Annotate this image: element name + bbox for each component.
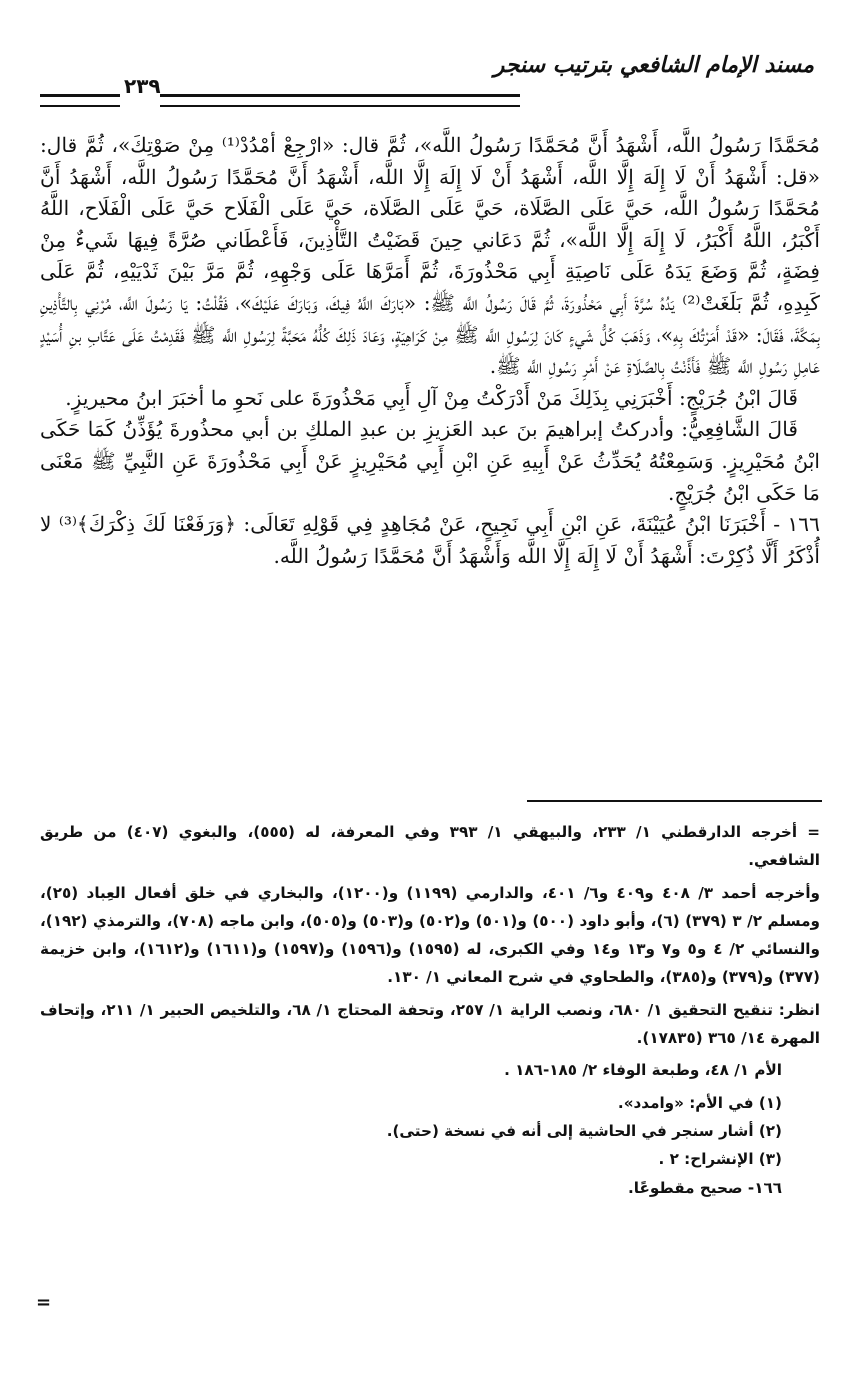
header-rule xyxy=(160,94,520,107)
running-title: مسند الإمام الشافعي بترتيب سنجر xyxy=(493,53,814,78)
footnote-2: (٢) أشار سنجر في الحاشية إلى أنه في نسخة (حتى). xyxy=(386,1121,782,1140)
note-continued: = أخرجه الدارقطني ١/ ٢٣٣، والبيهقي ١/ ٣٩٣ وفي المعرفة، له (٥٥٥)، والبغوي (٤٠٧) من طريق الشافعي. xyxy=(40,823,821,870)
footnote-divider xyxy=(527,800,822,802)
hadith-paragraph-1: مُحَمَّدًا رَسُولُ اللَّه، أَشْهَدُ أَنَّ مُحَمَّدًا رَسُولُ اللَّه»، ثُمَّ قال: «ارْجِعْ أمْدُدْ⁽¹⁾ مِنْ صَوْتِكَ»، ثُمَّ قال: «قل: أَشْهَدُ أَنْ لَا إِلَهَ إِلَّا اللَّه، أَشْهَدُ أَنْ لَا إِلَهَ إِلَّا اللَّه، أَشْهَدُ أَنَّ مُحَمَّدًا رَسُولُ اللَّه، أَشْهَدُ أَنَّ مُحَمَّدًا رَسُولُ اللَّه، حَيَّ عَلَى الصَّلَاة، حَيَّ عَلَى الصَّلَاة، حَيَّ عَلَى الْفَلَاح حَيَّ عَلَى الْفَلَاح، اللَّهُ أَكْبَرُ، اللَّهُ أَكْبَرُ، لَا إِلَهَ إِلَّا اللَّه»، ثُمَّ دَعَاني حِينَ قَضَيْتُ التَّأْذِينَ، فَأَعْطَاني صُرَّةً فِيهَا شَيءٌ مِنْ فِضَةٍ، ثُمَّ وَضَعَ يَدَهُ عَلَى نَاصِيَةِ أَبِي مَحْذُورَةَ، ثُمَّ أَمَرَّهَا عَلَى وَجْهِهِ، ثُمَّ مَرَّ بَيْنَ ثَدْيَيْهِ، ثُمَّ عَلَى كَبِدِهِ، ثُمَّ بَلَغَتْ⁽²⁾ يَدُهُ سُرَّةَ أَبِي مَحْذُورَةَ، ثُمَّ قَالَ رَسُولُ اللَّه ﷺ: «بَارَكَ اللَّهُ فِيكَ، وَبَارَكَ عَلَيْكَ»، فَقُلْتُ: يَا رَسُولَ اللَّه، مُرْنِي بِالتَّأْذِينِ بِمَكَّةَ، فَقَالَ: «قَدْ أَمَرْتُكَ بِهِ»، وَذَهَبَ كُلُّ شَيءٍ كَانَ لِرَسُولِ اللَّه ﷺ مِنْ كَرَاهِيَةٍ، وَعَادَ ذَلِكَ كُلُّهُ مَحَبَّةً لِرَسُولِ اللَّه ﷺ فَقَدِمْتُ عَلَى عَتَّابِ بنِ أُسَيْدٍ عَامِلِ رَسُولِ اللَّه ﷺ فَأَذَّنْتُ بِالصَّلَاةِ عَنْ أَمْرِ رَسُولِ اللَّه ﷺ. xyxy=(40,133,821,379)
paragraph-shafii: قَالَ الشَّافِعِيُّ: وأدركتُ إبراهيمَ بنَ عبد العَزيزِ بن عبدِ الملكِ بن أبي محذُورةَ يُؤَذِّنُ كَمَا حَكَى ابْنُ مُحَيْرِيزٍ. وَسَمِعْتُهُ يُحَدِّثُ عَنْ أَبِيهِ عَنِ ابْنِ أَبِي مُحَيْرِيزٍ عَنْ أَبِي مَحْذُورَةَ عَنِ النَّبِيِّ ﷺ مَعْنَى مَا حَكَى ابْنُ جُرَيْجٍ. xyxy=(40,417,820,505)
footnote-166: ١٦٦- صحيح مقطوعًا. xyxy=(628,1178,782,1197)
header-rule-left xyxy=(40,94,120,107)
footnote-1: (١) في الأم: «وامدد». xyxy=(617,1093,782,1112)
continuation-mark: = xyxy=(36,1292,52,1313)
page-header xyxy=(40,50,820,98)
paragraph-ibn-jurayj: قَالَ ابْنُ جُرَيْجٍ: أَخْبَرَنِي بِذَلِكَ مَنْ أَدْرَكْتُ مِنْ آلِ أَبِي مَحْذُورَةَ على نَحوِ ما أخبَرَ ابنُ محيريزٍ. xyxy=(65,385,798,410)
footnote-3: (٣) الإنشراح: ٢ . xyxy=(658,1150,782,1169)
page xyxy=(40,50,821,568)
main-text xyxy=(40,130,820,572)
footnotes xyxy=(40,818,820,1202)
page-number: ٢٣٩ xyxy=(124,74,161,98)
note-takhrij: وأخرجه أحمد ٣/ ٤٠٨ و٤٠٩ و٦/ ٤٠١، والدارمي (١١٩٩) و(١٢٠٠)، والبخاري في خلق أفعال العِباد (٢٥)، ومسلم ٢/ ٣ (٣٧٩) (٦)، وأبو داود (٥٠٠) و(٥٠١) و(٥٠٢) و(٥٠٣) و(٥٠٥)، وابن ماجه (٧٠٨)، والترمذي (١٩٢)، والنسائي ٢/ ٤ و٥ و٧ و١٣ و١٤ وفي الكبرى، له (١٥٩٥) و(١٥٩٦) و(١٥٩٧) و(١٦١١) و(١٦١٢)، وابن خزيمة (٣٧٧) و(٣٧٩) و(٣٨٥)، والطحاوي في شرح المعاني ١/ ١٣٠. xyxy=(40,883,820,987)
hadith-166: ١٦٦ - أَخْبَرَنَا ابْنُ عُيَيْنَةَ، عَنِ ابْنِ أَبِي نَجِيحٍ، عَنْ مُجَاهِدٍ فِي قَوْلِهِ تَعَالَى: ﴿وَرَفَعْنَا لَكَ ذِكْرَكَ﴾⁽³⁾ لا أُذْكَرُ أَلَّا ذُكِرْتَ: أَشْهَدُ أَنْ لَا إِلَهَ إِلَّا اللَّه وَأَشْهَدُ أَنَّ مُحَمَّدًا رَسُولُ اللَّه. xyxy=(40,512,820,568)
note-umm: الأم ١/ ٤٨، وطبعة الوفاء ٢/ ١٨٥-١٨٦ . xyxy=(504,1061,782,1080)
note-refs: انظر: تنقيح التحقيق ١/ ٦٨٠، ونصب الراية ١/ ٢٥٧، وتحفة المحتاج ١/ ٦٨، والتلخيص الحبير ١/ ٢١١، وإتحاف المهرة ١٤/ ٣٦٥ (١٧٨٣٥). xyxy=(40,1000,820,1048)
